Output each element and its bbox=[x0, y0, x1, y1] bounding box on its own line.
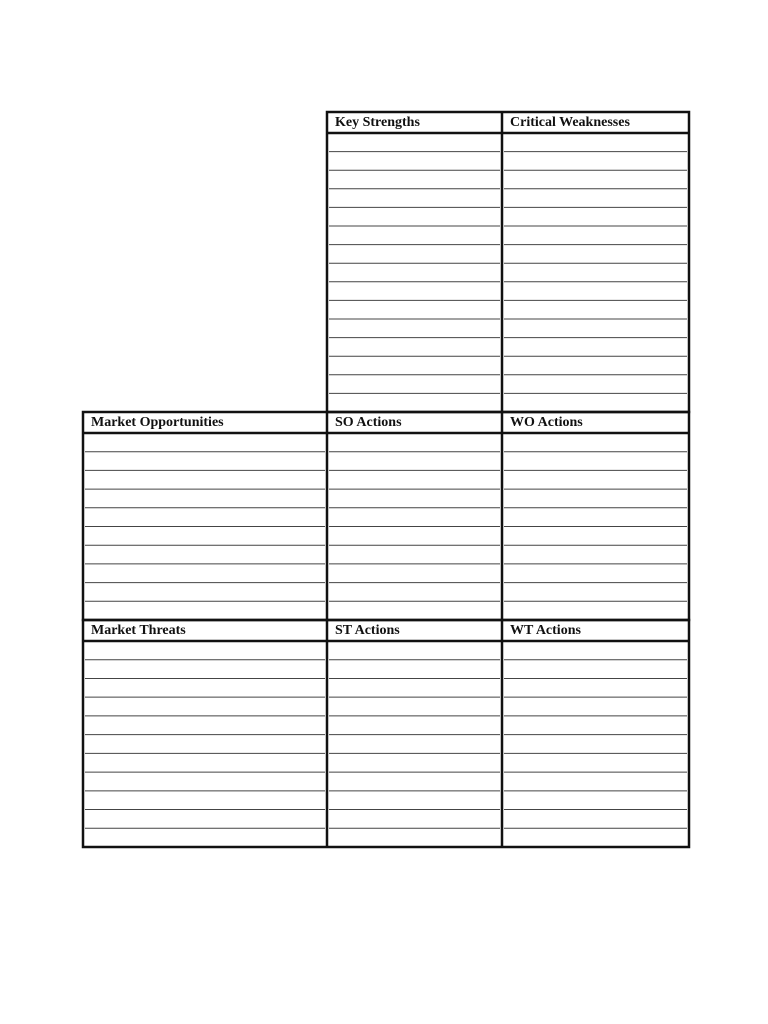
opportunities-section-border bbox=[83, 412, 689, 620]
wo-actions-header: WO Actions bbox=[510, 415, 583, 430]
so-actions-header: SO Actions bbox=[335, 415, 402, 430]
market-opportunities-header: Market Opportunities bbox=[91, 415, 224, 430]
st-actions-header: ST Actions bbox=[335, 623, 400, 638]
top-section-border bbox=[327, 112, 689, 412]
critical-weaknesses-header: Critical Weaknesses bbox=[510, 115, 630, 130]
market-threats-header: Market Threats bbox=[91, 623, 186, 638]
wt-actions-header: WT Actions bbox=[510, 623, 581, 638]
key-strengths-header: Key Strengths bbox=[335, 115, 420, 130]
threats-section-border bbox=[83, 620, 689, 847]
